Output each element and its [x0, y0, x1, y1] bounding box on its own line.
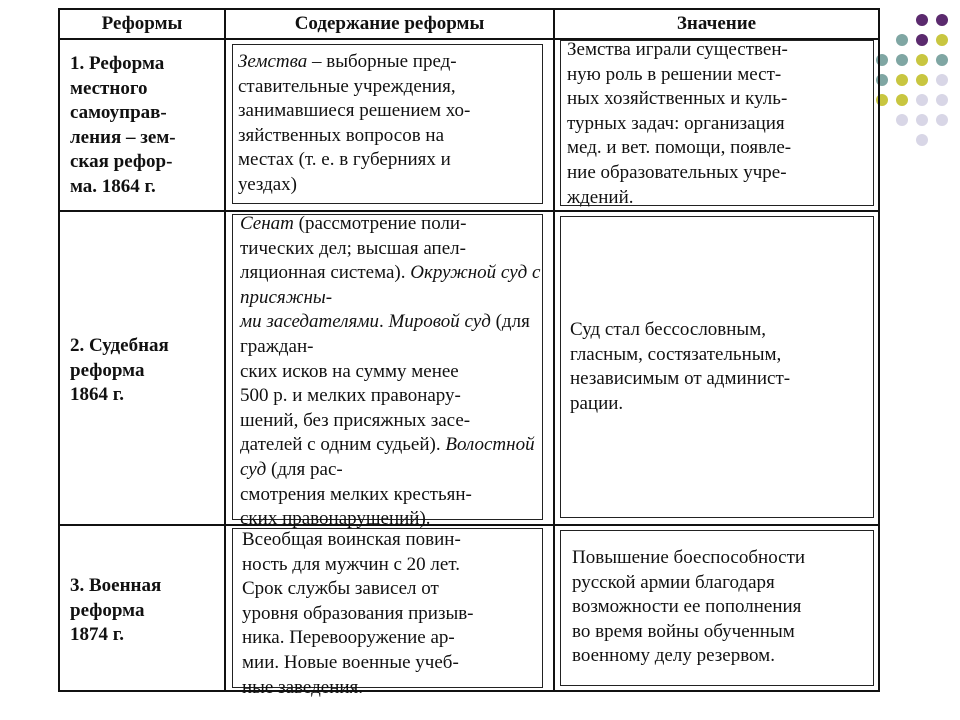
decorative-dot	[936, 34, 948, 46]
header-content: Содержание реформы	[294, 13, 485, 34]
decorative-dot	[936, 54, 948, 66]
decorative-dot	[936, 94, 948, 106]
reform-significance-military: Повышение боеспособности русской армии благодаря возможности ее пополнения во время войны обученным военному делу резервом.	[572, 547, 806, 667]
decorative-dot	[896, 74, 908, 86]
decorative-dot	[936, 114, 948, 126]
reform-content-judicial: Сенат (рассмотрение поли- тических дел; высшая апел- ляционная система). Окружной суд с присяжны- ми заседателями. Мировой суд (для граждан- ских исков на сумму менее 500 р. и мелких правонару- шений, без присяжных засе- дателей с одним судьей). Волостной суд (для рас- смотрения мелких крестьян- ских правонарушений).	[240, 213, 541, 530]
column-divider	[224, 8, 226, 692]
reform-name-military: 3. Военная реформа 1874 г.	[70, 575, 162, 646]
decorative-dot	[896, 54, 908, 66]
reform-content-zemstvo: Земства – выборные пред- ставительные учреждения, занимавшиеся решением хо- зяйственных вопросов на местах (т. е. в губерниях и уездах)	[238, 51, 471, 195]
decorative-dot	[916, 74, 928, 86]
decorative-dot	[916, 14, 928, 26]
decorative-dot	[896, 34, 908, 46]
decorative-dot	[916, 54, 928, 66]
decorative-dot	[936, 74, 948, 86]
reform-significance-judicial: Суд стал бессословным, гласным, состязательным, независимым от админист- рации.	[570, 319, 791, 414]
decorative-dot	[916, 114, 928, 126]
decorative-dot	[916, 34, 928, 46]
reform-content-military: Всеобщая воинская повин- ность для мужчин с 20 лет. Срок службы зависел от уровня образования призыв- ника. Перевооружение ар- мии. Новые военные учеб- ные заведения.	[242, 529, 474, 698]
column-divider	[553, 8, 555, 692]
reform-name-zemstvo: 1. Реформа местного самоуправ- ления – зем- ская рефор- ма. 1864 г.	[70, 53, 176, 197]
decorative-dot	[916, 134, 928, 146]
decorative-dot	[916, 94, 928, 106]
header-reforms: Реформы	[101, 13, 183, 34]
decorative-dot	[936, 14, 948, 26]
decorative-dot	[896, 114, 908, 126]
decorative-dot	[896, 94, 908, 106]
header-significance: Значение	[676, 13, 757, 34]
reform-name-judicial: 2. Судебная реформа 1864 г.	[70, 335, 169, 406]
reform-significance-zemstvo: Земства играли существен- ную роль в решении мест- ных хозяйственных и куль- турных задач: организация мед. и вет. помощи, появле- ние образовательных учре- ждений.	[567, 39, 792, 208]
